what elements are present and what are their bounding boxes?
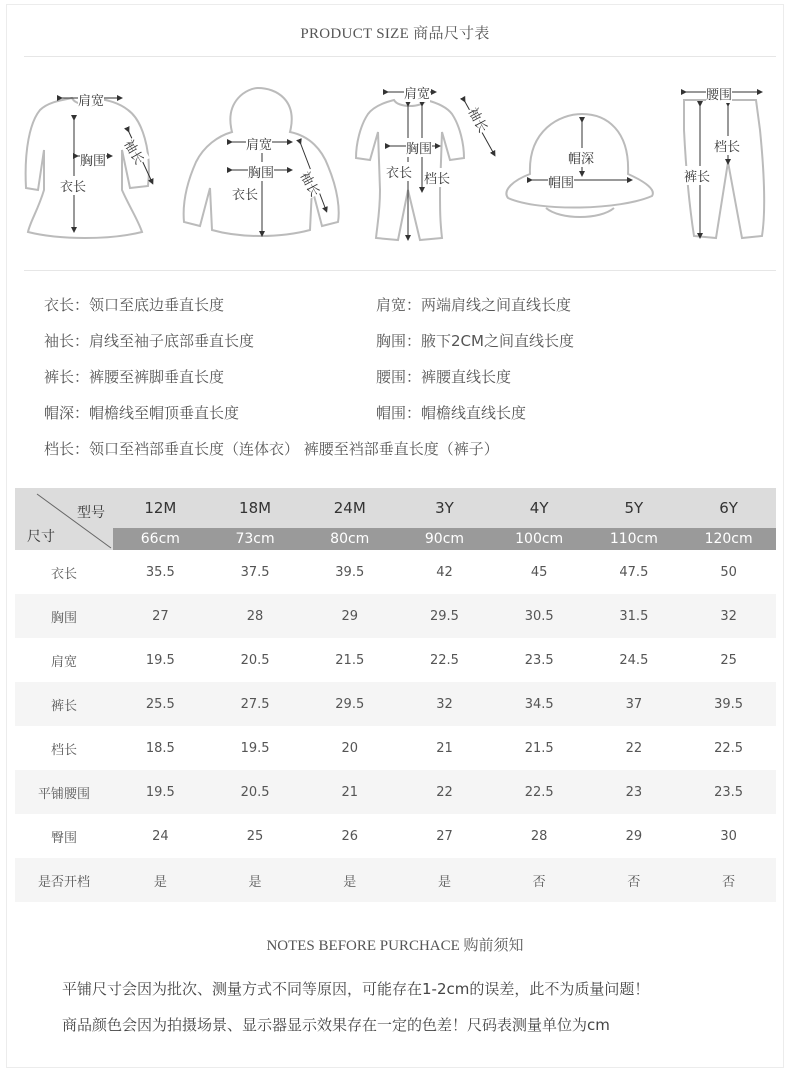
table-cell: 22.5 <box>681 726 776 770</box>
size-header-cell: 24M <box>302 488 397 528</box>
label-length: 衣长 <box>60 176 86 195</box>
table-cell: 29.5 <box>397 594 492 638</box>
label-hat-depth: 帽深 <box>568 148 594 167</box>
table-cell: 23.5 <box>681 770 776 814</box>
height-header-cell: 100cm <box>492 528 587 550</box>
label-hat-circumference: 帽围 <box>548 172 574 191</box>
table-cell: 28 <box>492 814 587 858</box>
table-cell: 39.5 <box>681 682 776 726</box>
table-row <box>15 858 776 902</box>
table-cell: 27 <box>113 594 208 638</box>
label-crotch: 档长 <box>424 168 450 187</box>
table-row <box>15 594 776 638</box>
height-header-cell: 80cm <box>302 528 397 550</box>
divider <box>24 56 776 57</box>
table-cell: 21 <box>302 770 397 814</box>
height-header-cell: 73cm <box>208 528 303 550</box>
row-label: 衣长 <box>15 550 113 594</box>
row-label: 肩宽 <box>15 638 113 682</box>
table-cell: 19.5 <box>208 726 303 770</box>
definition-item: 袖长：肩线至袖子底部垂直长度 <box>44 332 255 350</box>
table-corner <box>15 488 113 550</box>
label-pants-length: 裤长 <box>684 166 710 185</box>
table-cell: 39.5 <box>302 550 397 594</box>
table-cell: 19.5 <box>113 770 208 814</box>
table-row <box>15 550 776 594</box>
label-shoulder: 肩宽 <box>78 90 104 109</box>
label-chest: 胸围 <box>80 150 106 169</box>
label-chest: 胸围 <box>248 162 274 181</box>
table-cell: 是 <box>113 858 208 902</box>
table-cell: 否 <box>587 858 682 902</box>
table-cell: 22.5 <box>397 638 492 682</box>
table-cell: 18.5 <box>113 726 208 770</box>
definition-item: 衣长：领口至底边垂直长度 <box>44 296 225 314</box>
table-cell: 29 <box>302 594 397 638</box>
definition-item: 肩宽：两端肩线之间直线长度 <box>376 296 572 314</box>
label-shoulder: 肩宽 <box>404 83 430 102</box>
table-cell: 30 <box>681 814 776 858</box>
definition-item: 帽围：帽檐线直线长度 <box>376 404 527 422</box>
table-cell: 26 <box>302 814 397 858</box>
label-sleeve: 袖长 <box>465 104 494 136</box>
table-cell: 28 <box>208 594 303 638</box>
height-header-row <box>15 528 776 550</box>
table-row <box>15 814 776 858</box>
page-title: PRODUCT SIZE 商品尺寸表 <box>300 26 490 42</box>
height-header-cell: 66cm <box>113 528 208 550</box>
table-cell: 21.5 <box>492 726 587 770</box>
table-cell: 20.5 <box>208 638 303 682</box>
row-label: 是否开档 <box>15 858 113 902</box>
label-waist: 腰围 <box>706 84 732 103</box>
table-row <box>15 638 776 682</box>
table-cell: 25 <box>681 638 776 682</box>
note-line: 商品颜色会因为拍摄场景、显示器显示效果存在一定的色差！尺码表测量单位为cm <box>62 1016 610 1034</box>
table-cell: 45 <box>492 550 587 594</box>
definition-item: 帽深：帽檐线至帽顶垂直长度 <box>44 404 240 422</box>
size-header-cell: 18M <box>208 488 303 528</box>
table-cell: 25 <box>208 814 303 858</box>
table-cell: 37.5 <box>208 550 303 594</box>
table-cell: 30.5 <box>492 594 587 638</box>
divider <box>24 270 776 271</box>
size-header-cell: 4Y <box>492 488 587 528</box>
table-cell: 22 <box>587 726 682 770</box>
label-chest: 胸围 <box>406 138 432 157</box>
definition-item: 腰围：裤腰直线长度 <box>376 368 512 386</box>
table-cell: 否 <box>492 858 587 902</box>
label-crotch: 档长 <box>714 136 740 155</box>
table-cell: 32 <box>397 682 492 726</box>
height-header-cell: 120cm <box>681 528 776 550</box>
label-length: 衣长 <box>232 184 258 203</box>
table-cell: 35.5 <box>113 550 208 594</box>
table-cell: 31.5 <box>587 594 682 638</box>
table-cell: 20 <box>302 726 397 770</box>
definition-item: 胸围：腋下2CM之间直线长度 <box>376 332 574 350</box>
table-cell: 34.5 <box>492 682 587 726</box>
notes-title: NOTES BEFORE PURCHACE 购前须知 <box>266 938 524 954</box>
table-cell: 23.5 <box>492 638 587 682</box>
table-cell: 否 <box>681 858 776 902</box>
table-cell: 29.5 <box>302 682 397 726</box>
height-header-cell: 110cm <box>587 528 682 550</box>
table-cell: 29 <box>587 814 682 858</box>
table-cell: 22.5 <box>492 770 587 814</box>
table-cell: 24 <box>113 814 208 858</box>
table-cell: 50 <box>681 550 776 594</box>
table-cell: 21.5 <box>302 638 397 682</box>
definition-item: 档长：领口至裆部垂直长度（连体衣） 裤腰至裆部垂直长度（裤子） <box>44 440 499 458</box>
table-cell: 27.5 <box>208 682 303 726</box>
table-row <box>15 770 776 814</box>
height-header-cell: 90cm <box>397 528 492 550</box>
table-cell: 是 <box>208 858 303 902</box>
size-header-row <box>15 488 776 528</box>
table-row <box>15 682 776 726</box>
table-cell: 23 <box>587 770 682 814</box>
table-cell: 22 <box>397 770 492 814</box>
table-cell: 42 <box>397 550 492 594</box>
note-line: 平铺尺寸会因为批次、测量方式不同等原因，可能存在1-2cm的误差，此不为质量问题！ <box>62 980 650 998</box>
row-label: 臀围 <box>15 814 113 858</box>
table-cell: 20.5 <box>208 770 303 814</box>
size-table <box>15 488 776 902</box>
label-sleeve: 袖长 <box>297 168 326 200</box>
table-cell: 19.5 <box>113 638 208 682</box>
size-header-cell: 5Y <box>587 488 682 528</box>
size-header-cell: 12M <box>113 488 208 528</box>
table-cell: 47.5 <box>587 550 682 594</box>
row-label: 裤长 <box>15 682 113 726</box>
label-shoulder: 肩宽 <box>246 134 272 153</box>
corner-dimension-label: 尺寸 <box>27 529 55 545</box>
size-header-cell: 6Y <box>681 488 776 528</box>
table-cell: 24.5 <box>587 638 682 682</box>
label-sleeve: 袖长 <box>120 135 149 167</box>
row-label: 档长 <box>15 726 113 770</box>
label-length: 衣长 <box>386 162 412 181</box>
definition-item: 裤长：裤腰至裤脚垂直长度 <box>44 368 225 386</box>
table-row <box>15 726 776 770</box>
table-cell: 25.5 <box>113 682 208 726</box>
table-cell: 27 <box>397 814 492 858</box>
table-cell: 32 <box>681 594 776 638</box>
row-label: 平铺腰围 <box>15 770 113 814</box>
measurement-diagrams <box>0 70 790 260</box>
table-cell: 21 <box>397 726 492 770</box>
table-cell: 是 <box>302 858 397 902</box>
row-label: 胸围 <box>15 594 113 638</box>
table-cell: 是 <box>397 858 492 902</box>
corner-size-label: 型号 <box>77 505 105 521</box>
size-header-cell: 3Y <box>397 488 492 528</box>
table-cell: 37 <box>587 682 682 726</box>
